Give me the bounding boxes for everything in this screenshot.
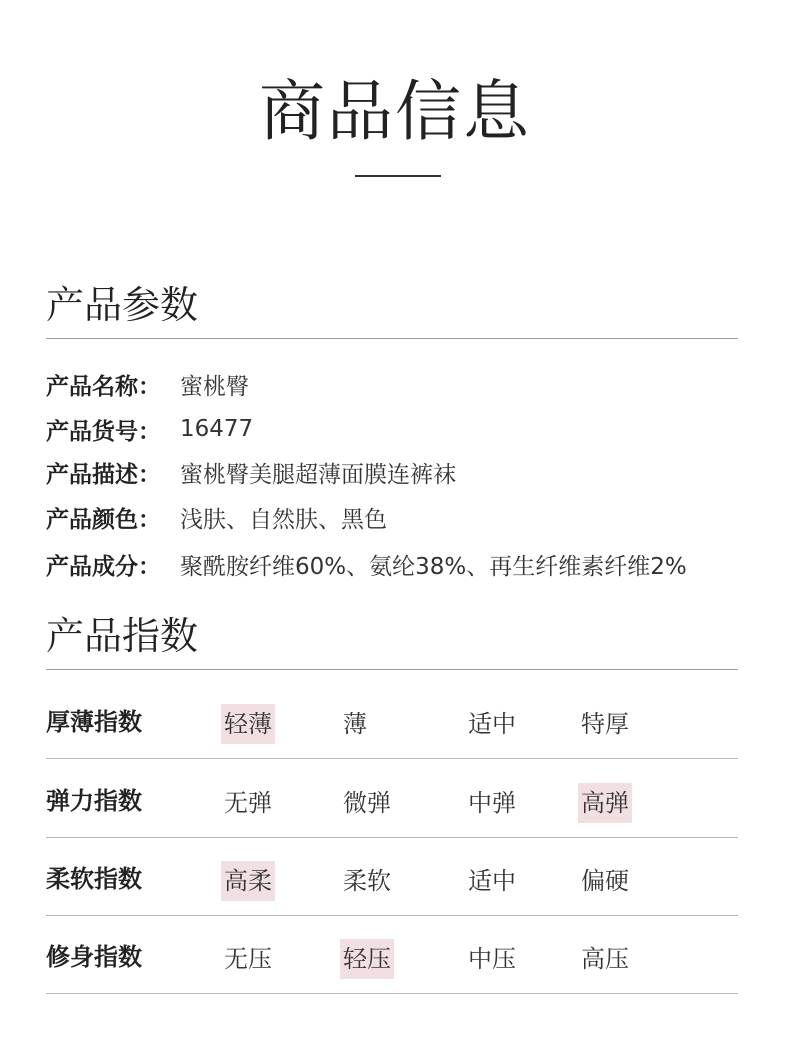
param-value: 浅肤、自然肤、黑色 xyxy=(180,506,387,533)
index-option-selected: 轻薄 xyxy=(221,704,275,744)
index-option: 高压 xyxy=(581,945,629,973)
index-section-title: 产品指数 xyxy=(46,614,199,658)
param-label: 产品描述： xyxy=(46,461,161,488)
index-row-label: 弹力指数 xyxy=(46,787,142,815)
index-option: 柔软 xyxy=(343,867,391,895)
index-option: 适中 xyxy=(468,710,516,738)
param-row-name xyxy=(46,368,249,400)
index-option: 微弹 xyxy=(343,789,391,817)
param-value: 蜜桃臀美腿超薄面膜连裤袜 xyxy=(180,461,456,488)
param-row-sku xyxy=(46,413,253,445)
index-option: 适中 xyxy=(468,867,516,895)
param-label: 产品成分： xyxy=(46,553,161,580)
param-value: 蜜桃臀 xyxy=(180,373,249,400)
param-label: 产品货号： xyxy=(46,418,161,445)
index-row xyxy=(46,837,738,916)
param-value: 聚酰胺纤维60%、氨纶38%、再生纤维素纤维2% xyxy=(180,553,687,580)
index-section-divider xyxy=(46,669,738,670)
param-row-composition xyxy=(46,548,687,580)
index-option-selected: 高柔 xyxy=(221,861,275,901)
param-row-color xyxy=(46,501,387,533)
index-option: 中弹 xyxy=(468,789,516,817)
param-value: 16477 xyxy=(180,416,254,442)
index-option-selected: 高弹 xyxy=(578,783,632,823)
index-row xyxy=(46,680,738,759)
params-section-title: 产品参数 xyxy=(46,283,199,327)
index-row xyxy=(46,915,738,994)
params-section-divider xyxy=(46,338,738,339)
page-title: 商品信息 xyxy=(259,73,531,150)
index-row-label: 柔软指数 xyxy=(46,865,142,893)
index-option: 中压 xyxy=(468,945,516,973)
index-option: 薄 xyxy=(343,710,367,738)
index-option-selected: 轻压 xyxy=(340,939,394,979)
title-underline xyxy=(355,175,441,177)
index-row xyxy=(46,759,738,838)
index-option: 无弹 xyxy=(224,789,272,817)
index-row-label: 厚薄指数 xyxy=(46,708,142,736)
param-row-description xyxy=(46,456,456,488)
index-option: 特厚 xyxy=(581,710,629,738)
param-label: 产品颜色： xyxy=(46,506,161,533)
index-row-label: 修身指数 xyxy=(46,943,142,971)
param-label: 产品名称： xyxy=(46,373,161,400)
index-option: 偏硬 xyxy=(581,867,629,895)
index-option: 无压 xyxy=(224,945,272,973)
